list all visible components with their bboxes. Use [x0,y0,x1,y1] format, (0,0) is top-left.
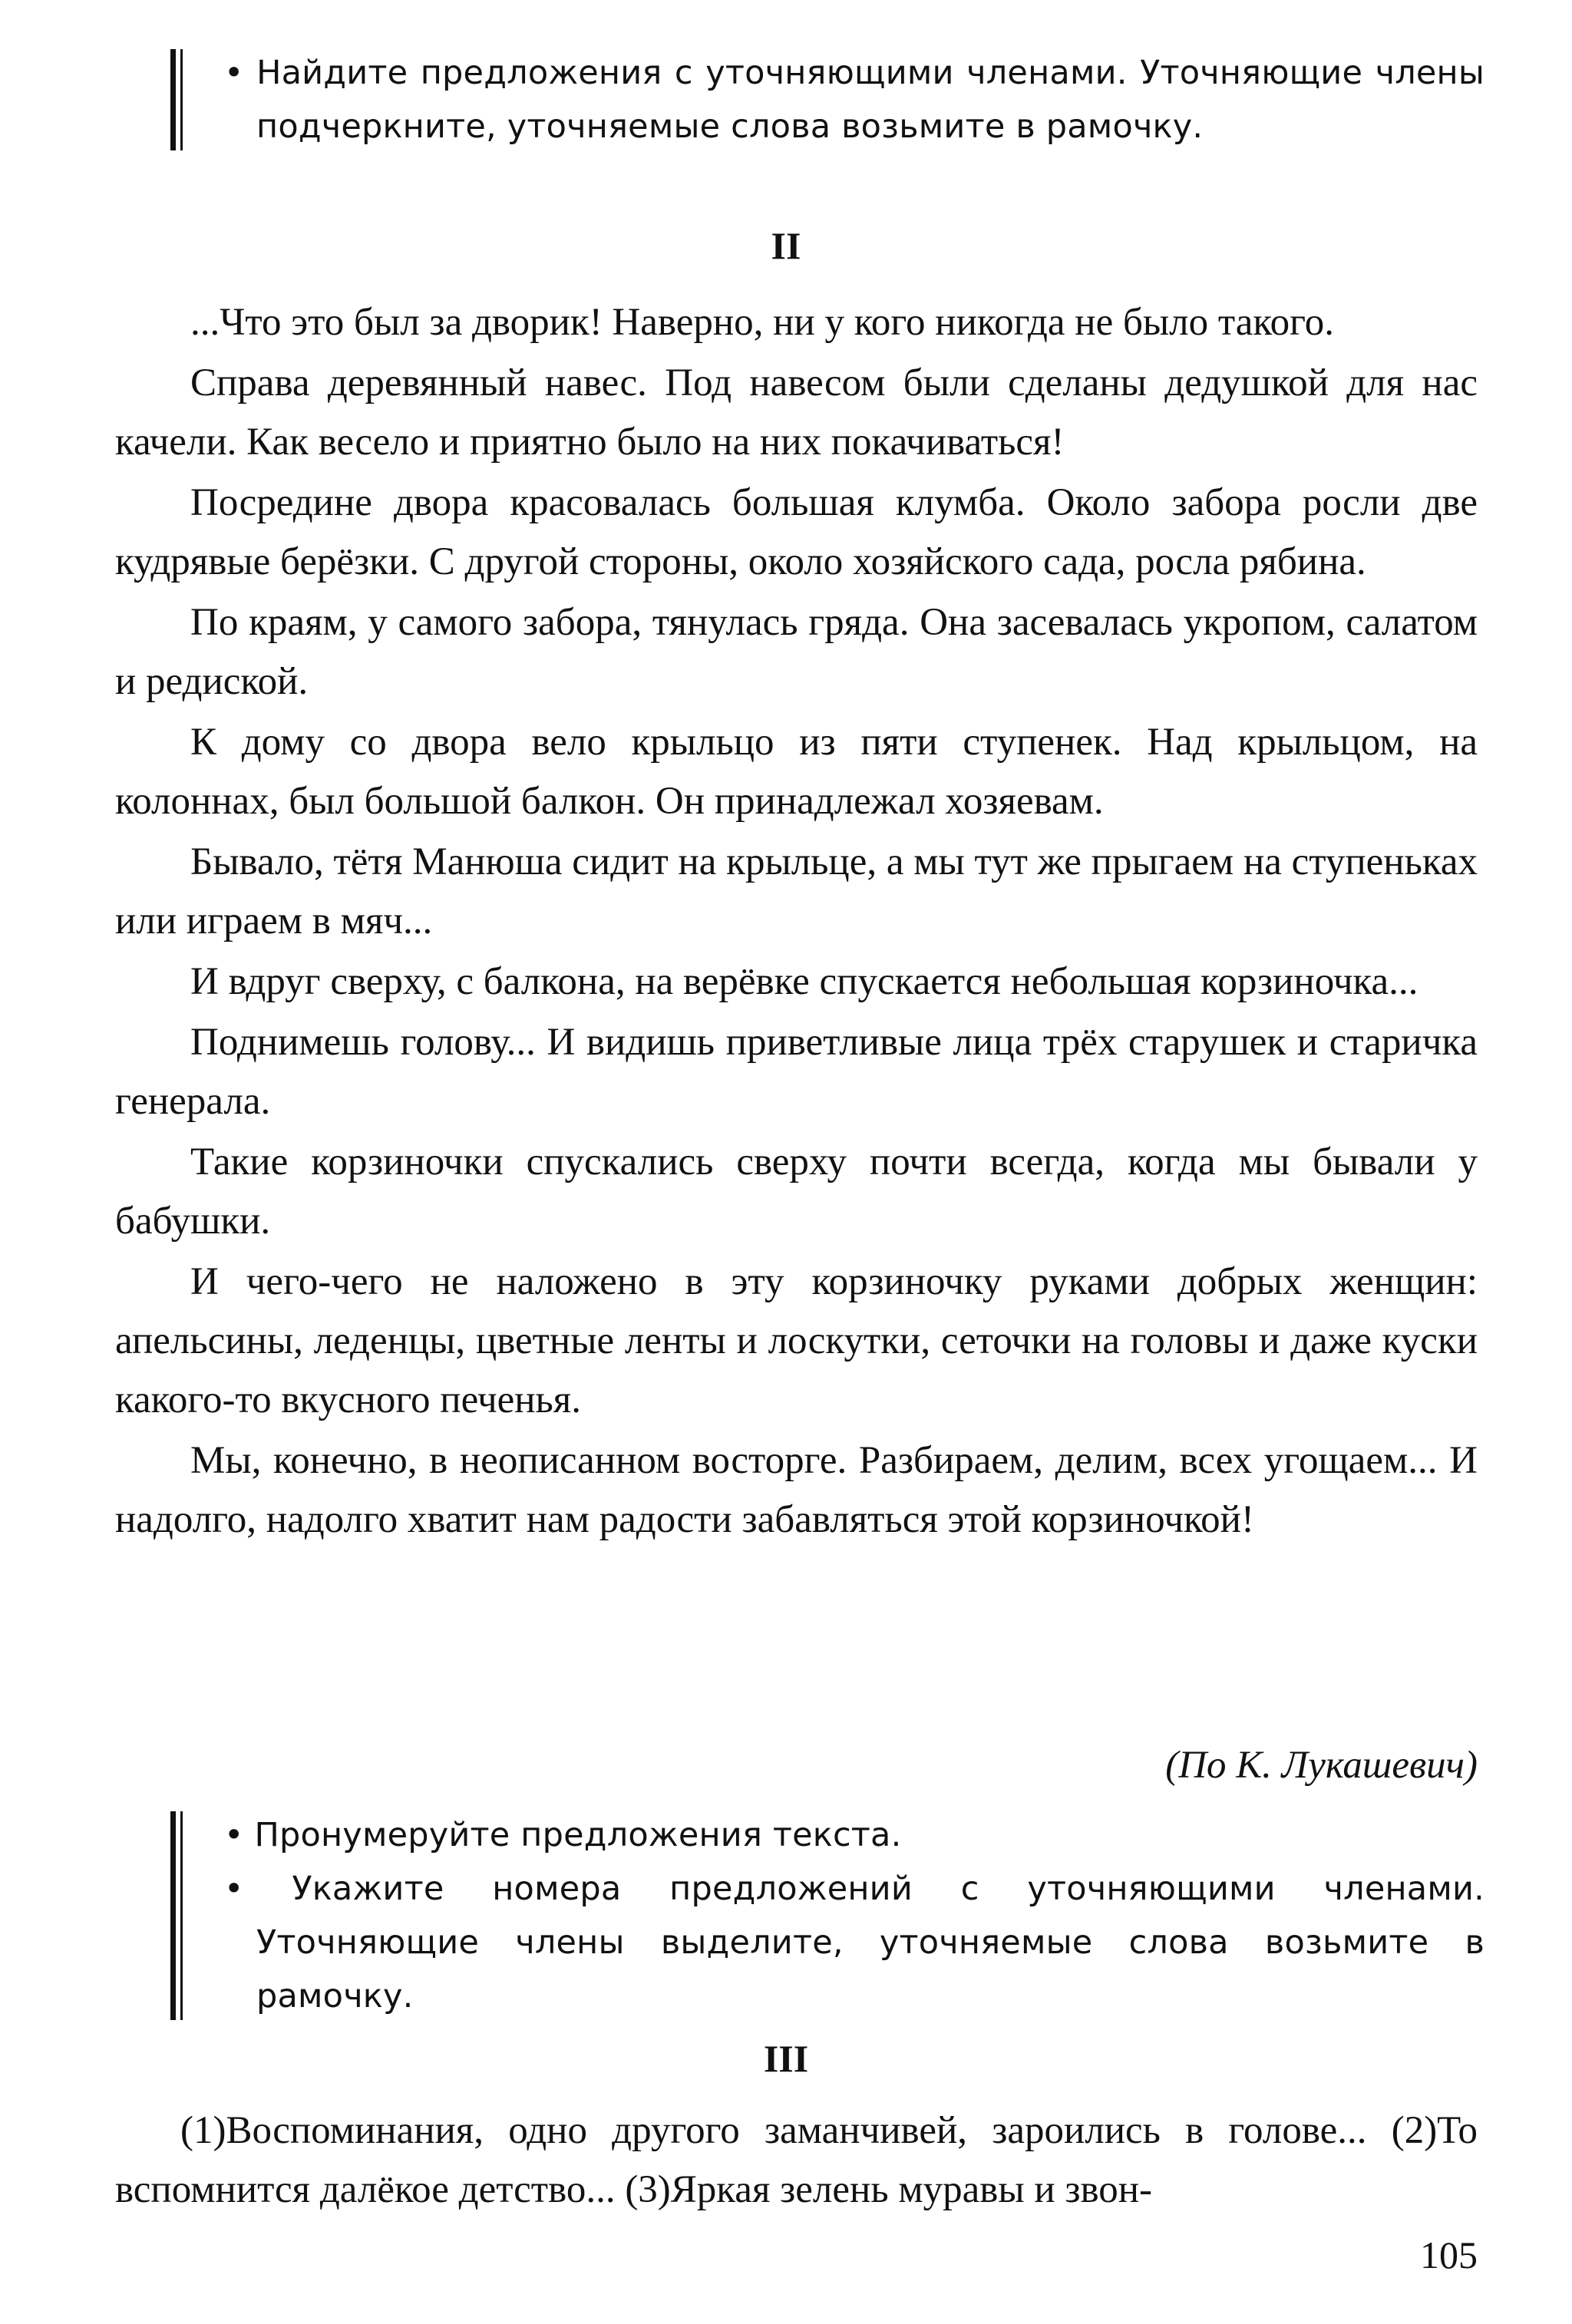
task-text: Пронумеруйте предложения текста. [254,1816,902,1854]
paragraph: Справа деревянный навес. Под навесом были сделаны дедушкой для нас качели. Как весело и приятно было на них покачиваться! [115,361,1478,464]
bullet: • [224,1870,244,1908]
task-text: Укажите номера предложений с уточняющими членами. Уточняющие члены выделите, уточняемые слова возьмите в рамочку. [256,1870,1484,2015]
paragraph: Посредине двора красовалась большая клумба. Около забора росли две кудрявые берёзки. С другой стороны, около хозяйского сада, росла рябина. [115,481,1478,583]
bullet: • [224,1816,244,1854]
paragraph: И вдруг сверху, с балкона, на верёвке спускается небольшая корзиночка... [190,960,1418,1003]
paragraph: Такие корзиночки спускались сверху почти всегда, когда мы бывали у бабушки. [115,1141,1478,1243]
section-heading-3: III [763,2037,809,2080]
margin-bar [170,49,176,150]
paragraph: Мы, конечно, в неописанном восторге. Разбираем, делим, всех угощаем... И надолго, надолго хватит нам радости забавляться этой корзиночкой! [115,1439,1478,1541]
task-box-2 [183,1808,1484,2023]
paragraph: (1)Воспоминания, одно другого заманчивей, зароились в голове... (2)То вспомнится далёкое детство... (3)Яркая зелень муравы и звон- [115,2109,1478,2211]
task-item [183,1862,1484,2023]
task-box-1 [183,46,1484,154]
story-text [115,293,1478,1551]
margin-bar [170,1811,176,2020]
paragraph: ...Что это был за дворик! Наверно, ни у кого никогда не было такого. [190,301,1335,344]
paragraph: Поднимешь голову... И видишь приветливые лица трёх старушек и старичка генерала. [115,1021,1478,1123]
task-item [183,1808,1484,1862]
bullet: • [224,54,244,92]
paragraph: По краям, у самого забора, тянулась гряда. Она засевалась укропом, салатом и редиской. [115,601,1478,703]
section-3-text [115,2101,1478,2221]
task-text: Найдите предложения с уточняющими членами. Уточняющие члены подчеркните, уточняемые слова возьмите в рамочку. [256,54,1484,146]
task-item [183,46,1484,154]
attribution: (По К. Лукашевич) [1165,1744,1478,1787]
paragraph: К дому со двора вело крыльцо из пяти ступенек. Над крыльцом, на колоннах, был большой балкон. Он принадлежал хозяевам. [115,721,1478,823]
paragraph: Бывало, тётя Манюша сидит на крыльце, а мы тут же прыгаем на ступеньках или играем в мяч... [115,840,1478,942]
paragraph: И чего-чего не наложено в эту корзиночку руками добрых женщин: апельсины, леденцы, цветные ленты и лоскутки, сеточки на головы и даже куски какого-то вкусного печенья. [115,1260,1478,1421]
page-number: 105 [1420,2233,1478,2276]
section-heading-2: II [771,224,801,267]
